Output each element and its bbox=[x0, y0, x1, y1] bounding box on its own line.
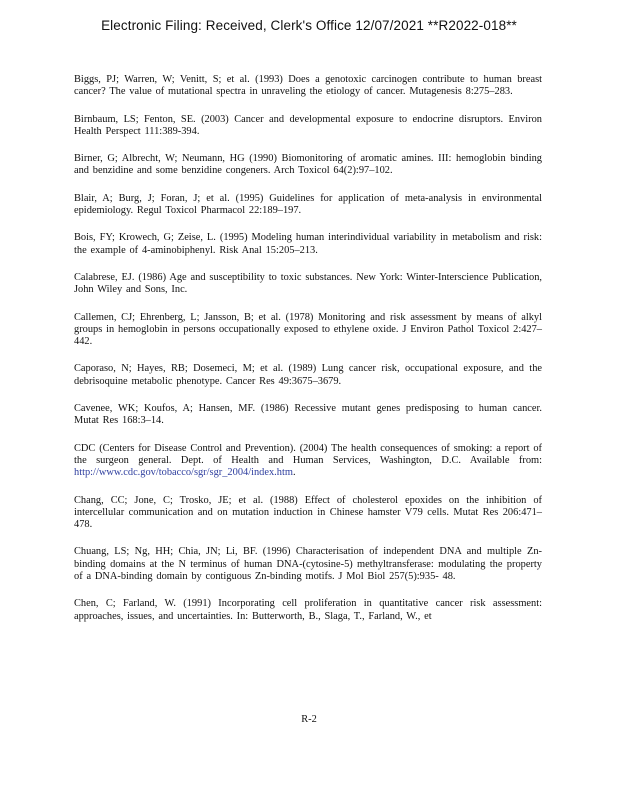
reference-text: Callemen, CJ; Ehrenberg, L; Jansson, B; et al. (1978) Monitoring and risk assessment by means of alkyl groups in hemoglobin in persons occupationally exposed to ethylene oxide. J Environ Pathol Toxicol 2:427–442. bbox=[74, 311, 542, 348]
reference-text: Chen, C; Farland, W. (1991) Incorporating cell proliferation in quantitative cancer risk assessment: approaches, issues, and uncertainties. In: Butterworth, B., Slaga, T., Farland, W., et bbox=[74, 598, 542, 622]
reference-entry bbox=[74, 312, 542, 349]
reference-entry bbox=[74, 443, 542, 480]
reference-entry bbox=[74, 403, 542, 428]
page-number: R-2 bbox=[301, 714, 317, 725]
reference-text: Cavenee, WK; Koufos, A; Hansen, MF. (1986) Recessive mutant genes predisposing to human cancer. Mutat Res 168:3–14. bbox=[74, 403, 542, 427]
reference-entry bbox=[74, 546, 542, 583]
reference-text-tail: . bbox=[292, 467, 296, 479]
reference-text: CDC (Centers for Disease Control and Prevention). (2004) The health consequences of smoking: a report of the surgeon general. Dept. of Health and Human Services, Washington, D.C. Available from: bbox=[74, 442, 542, 466]
reference-entry bbox=[74, 74, 542, 99]
reference-text: Chuang, LS; Ng, HH; Chia, JN; Li, BF. (1996) Characterisation of independent DNA and multiple Zn-binding domains at the N terminus of human DNA-(cytosine-5) methyltransferase: modulating the property of a DNA-binding domain by contiguous Zn-binding motifs. J Mol Biol 257(5):935- 48. bbox=[74, 546, 542, 583]
filing-header: Electronic Filing: Received, Clerk's Office 12/07/2021 **R2022-018** bbox=[101, 18, 517, 33]
reference-text: Birnbaum, LS; Fenton, SE. (2003) Cancer and developmental exposure to endocrine disruptors. Environ Health Perspect 111:389-394. bbox=[74, 113, 542, 137]
reference-text: Bois, FY; Krowech, G; Zeise, L. (1995) Modeling human interindividual variability in metabolism and risk: the example of 4-aminobiphenyl. Risk Anal 15:205–213. bbox=[74, 232, 542, 256]
reference-entry bbox=[74, 272, 542, 297]
reference-entry bbox=[74, 495, 542, 532]
reference-link[interactable]: http://www.cdc.gov/tobacco/sgr/sgr_2004/index.htm bbox=[74, 467, 293, 479]
reference-text: Biggs, PJ; Warren, W; Venitt, S; et al. (1993) Does a genotoxic carcinogen contribute to human breast cancer? The value of mutational spectra in unraveling the etiology of cancer. Mutagenesis 8:275–283. bbox=[74, 74, 542, 98]
reference-list bbox=[74, 74, 542, 638]
reference-text: Blair, A; Burg, J; Foran, J; et al. (1995) Guidelines for application of meta-analysis in environmental epidemiology. Regul Toxicol Pharmacol 22:189–197. bbox=[74, 192, 542, 217]
reference-entry bbox=[74, 598, 542, 623]
reference-entry bbox=[74, 114, 542, 139]
reference-text: Birner, G; Albrecht, W; Neumann, HG (1990) Biomonitoring of aromatic amines. III: hemoglobin binding and benzidine and some benzidine congeners. Arch Toxicol 64(2):97–102. bbox=[74, 153, 542, 177]
reference-entry bbox=[74, 232, 542, 257]
reference-text: Chang, CC; Jone, C; Trosko, JE; et al. (1988) Effect of cholesterol epoxides on the inhibition of intercellular communication and on mutation induction in Chinese hamster V79 cells. Mutat Res 206:471–478. bbox=[74, 494, 542, 531]
reference-entry bbox=[74, 363, 542, 388]
reference-entry bbox=[74, 153, 542, 178]
reference-text: Calabrese, EJ. (1986) Age and susceptibility to toxic substances. New York: Winter-Interscience Publication, John Wiley and Sons, Inc. bbox=[74, 271, 542, 296]
reference-entry bbox=[74, 193, 542, 218]
reference-text: Caporaso, N; Hayes, RB; Dosemeci, M; et al. (1989) Lung cancer risk, occupational exposure, and the debrisoquine metabolic phenotype. Cancer Res 49:3675–3679. bbox=[74, 363, 542, 387]
